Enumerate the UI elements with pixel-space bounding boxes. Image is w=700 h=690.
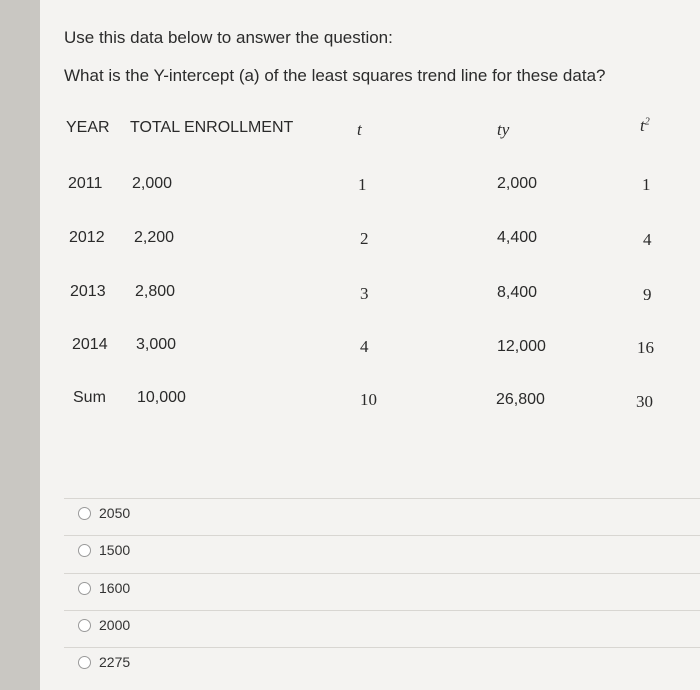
radio-button[interactable] bbox=[78, 582, 91, 595]
radio-button[interactable] bbox=[78, 619, 91, 632]
radio-button[interactable] bbox=[78, 656, 91, 669]
answer-option-label: 2050 bbox=[99, 505, 131, 521]
answer-option[interactable] bbox=[78, 542, 130, 558]
row-1-t-squared: 1 bbox=[642, 175, 651, 194]
sum-enrollment: 10,000 bbox=[137, 389, 186, 406]
row-1-year: 2011 bbox=[68, 175, 103, 192]
row-4-enrollment: 3,000 bbox=[136, 336, 177, 353]
answer-option-label: 2275 bbox=[99, 654, 131, 670]
answer-option[interactable] bbox=[78, 580, 130, 596]
divider bbox=[64, 573, 700, 574]
question-panel bbox=[40, 0, 700, 690]
row-4-ty: 12,000 bbox=[497, 338, 546, 355]
header-t-squared-base: t bbox=[640, 116, 645, 135]
header-t-squared-exponent: 2 bbox=[644, 116, 650, 128]
answer-option[interactable] bbox=[78, 654, 130, 670]
row-3-ty: 8,400 bbox=[497, 284, 538, 301]
answer-option[interactable] bbox=[78, 505, 130, 521]
header-ty: ty bbox=[497, 120, 510, 139]
divider bbox=[64, 610, 700, 611]
answer-option-label: 1500 bbox=[99, 542, 131, 558]
row-2-enrollment: 2,200 bbox=[134, 229, 175, 246]
row-2-t-squared: 4 bbox=[643, 230, 652, 249]
row-3-t: 3 bbox=[360, 284, 369, 303]
radio-button[interactable] bbox=[78, 507, 91, 520]
answer-option-label: 1600 bbox=[99, 580, 131, 596]
header-total-enrollment: TOTAL ENROLLMENT bbox=[130, 119, 294, 136]
header-year: YEAR bbox=[66, 119, 110, 136]
header-t: t bbox=[357, 120, 362, 139]
answer-option-label: 2000 bbox=[99, 617, 131, 633]
row-3-t-squared: 9 bbox=[643, 285, 652, 304]
row-1-t: 1 bbox=[358, 175, 367, 194]
row-3-year: 2013 bbox=[70, 283, 106, 300]
row-1-enrollment: 2,000 bbox=[132, 175, 173, 192]
header-t-squared bbox=[640, 116, 650, 136]
row-2-ty: 4,400 bbox=[497, 229, 538, 246]
divider bbox=[64, 647, 700, 648]
sum-t: 10 bbox=[360, 390, 377, 409]
radio-button[interactable] bbox=[78, 544, 91, 557]
row-1-ty: 2,000 bbox=[497, 175, 538, 192]
row-4-year: 2014 bbox=[72, 336, 108, 353]
sum-label: Sum bbox=[73, 389, 106, 406]
divider bbox=[64, 535, 700, 536]
sum-ty: 26,800 bbox=[496, 391, 545, 408]
answer-option[interactable] bbox=[78, 617, 130, 633]
row-2-t: 2 bbox=[360, 229, 369, 248]
row-2-year: 2012 bbox=[69, 229, 105, 246]
row-4-t: 4 bbox=[360, 337, 369, 356]
row-3-enrollment: 2,800 bbox=[135, 283, 176, 300]
divider bbox=[64, 498, 700, 499]
question-prompt: What is the Y-intercept (a) of the least squares trend line for these data? bbox=[64, 66, 606, 85]
sum-t-squared: 30 bbox=[636, 392, 653, 411]
question-intro: Use this data below to answer the question: bbox=[64, 28, 393, 47]
row-4-t-squared: 16 bbox=[637, 338, 654, 357]
